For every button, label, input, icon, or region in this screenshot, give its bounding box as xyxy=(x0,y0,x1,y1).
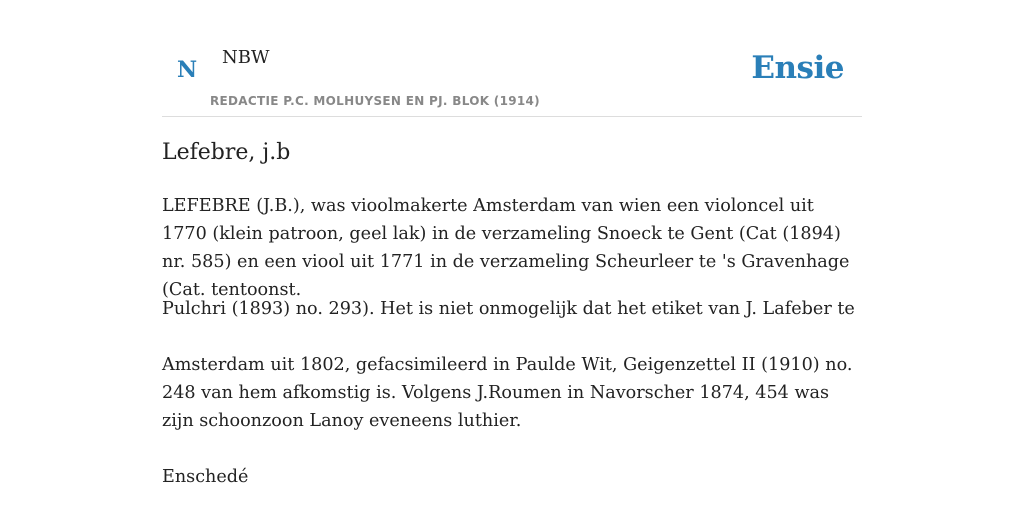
source-title[interactable]: NBW xyxy=(222,47,270,68)
brand-logo-link[interactable]: Ensie xyxy=(751,50,844,86)
page-header xyxy=(162,0,862,117)
source-subtitle: REDACTIE P.C. MOLHUYSEN EN PJ. BLOK (1914) xyxy=(210,94,540,108)
entry-paragraph: Pulchri (1893) no. 293). Het is niet onmogelijk dat het etiket van J. Lafeber te xyxy=(162,299,855,319)
entry-paragraph: LEFEBRE (J.B.), was vioolmakerte Amsterdam van wien een violoncel uit 1770 (klein patroon, geel lak) in de verzameling Snoeck te Gent (Cat (1894) nr. 585) en een viool uit 1771 in de verzameling Scheurleer te 's Gravenhage (Cat. tentoonst. xyxy=(162,196,850,300)
source-logo[interactable]: N xyxy=(177,57,198,83)
entry-title: Lefebre, j.b xyxy=(162,140,291,165)
entry-paragraph: Amsterdam uit 1802, gefacsimileerd in Paulde Wit, Geigenzettel II (1910) no. 248 van hem afkomstig is. Volgens J.Roumen in Navorscher 1874, 454 was zijn schoonzoon Lanoy eveneens luthier. xyxy=(162,355,853,431)
entry-author: Enschedé xyxy=(162,467,249,487)
